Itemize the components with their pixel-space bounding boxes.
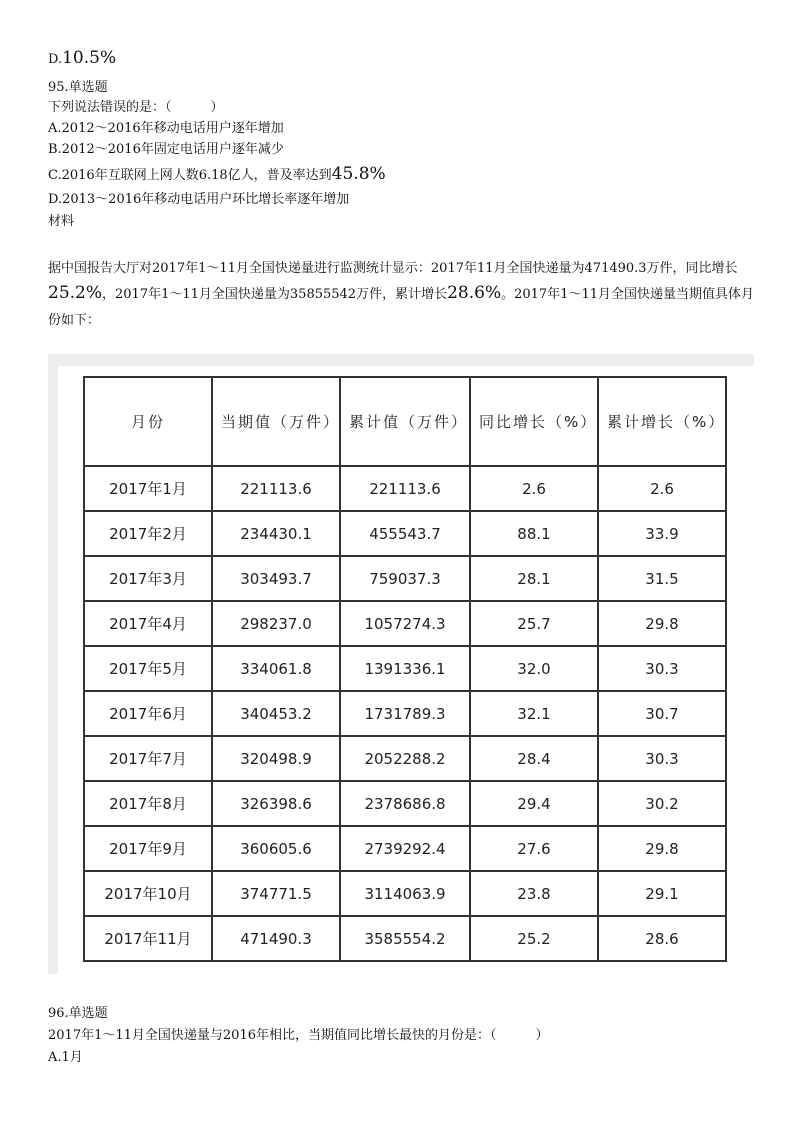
question-95-option-a: A.2012～2016年移动电话用户逐年增加 bbox=[48, 121, 284, 136]
header-month: 月份 bbox=[84, 377, 212, 466]
table-row bbox=[84, 736, 726, 781]
table-row bbox=[84, 646, 726, 691]
cell-yoy-growth: 29.4 bbox=[470, 781, 598, 826]
passage-text-3: 。2017年1～11月全国快递量当期值具体月份如下： bbox=[48, 287, 755, 328]
cell-cumulative-value: 1057274.3 bbox=[340, 601, 470, 646]
header-current-value: 当期值（万件） bbox=[212, 377, 340, 466]
passage-value-2: 28.6% bbox=[447, 283, 502, 303]
cell-current-value: 340453.2 bbox=[212, 691, 340, 736]
option-value: 10.5% bbox=[62, 48, 117, 68]
cell-yoy-growth: 23.8 bbox=[470, 871, 598, 916]
passage-text-1: 据中国报告大厅对2017年1～11月全国快递量进行监测统计显示：2017年11月全国快递量为471490.3万件，同比增长 bbox=[48, 261, 738, 276]
cell-cumulative-growth: 30.7 bbox=[598, 691, 726, 736]
cell-cumulative-growth: 28.6 bbox=[598, 916, 726, 961]
cell-cumulative-value: 2739292.4 bbox=[340, 826, 470, 871]
cell-cumulative-growth: 30.3 bbox=[598, 646, 726, 691]
cell-month: 2017年8月 bbox=[84, 781, 212, 826]
cell-yoy-growth: 32.1 bbox=[470, 691, 598, 736]
cell-month: 2017年10月 bbox=[84, 871, 212, 916]
cell-month: 2017年9月 bbox=[84, 826, 212, 871]
cell-yoy-growth: 27.6 bbox=[470, 826, 598, 871]
table-row bbox=[84, 556, 726, 601]
cell-current-value: 221113.6 bbox=[212, 466, 340, 511]
cell-cumulative-value: 2052288.2 bbox=[340, 736, 470, 781]
table-row bbox=[84, 826, 726, 871]
table-row bbox=[84, 781, 726, 826]
cell-month: 2017年4月 bbox=[84, 601, 212, 646]
cell-yoy-growth: 28.1 bbox=[470, 556, 598, 601]
table-image-inner bbox=[58, 366, 754, 974]
cell-month: 2017年5月 bbox=[84, 646, 212, 691]
cell-cumulative-growth: 29.1 bbox=[598, 871, 726, 916]
question-95-option-d: D.2013～2016年移动电话用户环比增长率逐年增加 bbox=[48, 192, 350, 207]
cell-cumulative-growth: 29.8 bbox=[598, 826, 726, 871]
cell-yoy-growth: 28.4 bbox=[470, 736, 598, 781]
cell-cumulative-value: 1391336.1 bbox=[340, 646, 470, 691]
table-header-row bbox=[84, 377, 726, 466]
cell-current-value: 234430.1 bbox=[212, 511, 340, 556]
table-row bbox=[84, 511, 726, 556]
cell-current-value: 334061.8 bbox=[212, 646, 340, 691]
question-96-stem: 2017年1～11月全国快递量与2016年相比，当期值同比增长最快的月份是：（ ） bbox=[48, 1028, 549, 1043]
cell-cumulative-growth: 29.8 bbox=[598, 601, 726, 646]
cell-month: 2017年2月 bbox=[84, 511, 212, 556]
cell-yoy-growth: 25.2 bbox=[470, 916, 598, 961]
express-volume-table bbox=[83, 376, 727, 962]
cell-cumulative-growth: 31.5 bbox=[598, 556, 726, 601]
table-row bbox=[84, 466, 726, 511]
table-row bbox=[84, 916, 726, 961]
cell-cumulative-value: 221113.6 bbox=[340, 466, 470, 511]
cell-current-value: 320498.9 bbox=[212, 736, 340, 781]
table-row bbox=[84, 601, 726, 646]
header-cumulative-growth: 累计增长（%） bbox=[598, 377, 726, 466]
cell-yoy-growth: 25.7 bbox=[470, 601, 598, 646]
cell-cumulative-value: 2378686.8 bbox=[340, 781, 470, 826]
cell-cumulative-growth: 30.3 bbox=[598, 736, 726, 781]
cell-yoy-growth: 88.1 bbox=[470, 511, 598, 556]
table-body bbox=[84, 466, 726, 961]
cell-cumulative-growth: 33.9 bbox=[598, 511, 726, 556]
cell-month: 2017年1月 bbox=[84, 466, 212, 511]
cell-cumulative-value: 1731789.3 bbox=[340, 691, 470, 736]
cell-cumulative-growth: 30.2 bbox=[598, 781, 726, 826]
cell-current-value: 360605.6 bbox=[212, 826, 340, 871]
question-95-option-c bbox=[48, 166, 386, 184]
question-95-option-b: B.2012～2016年固定电话用户逐年减少 bbox=[48, 142, 284, 157]
material-passage bbox=[48, 256, 758, 334]
cell-cumulative-growth: 2.6 bbox=[598, 466, 726, 511]
passage-value-1: 25.2% bbox=[48, 283, 103, 303]
option-c-text: C.2016年互联网上网人数6.18亿人，普及率达到 bbox=[48, 168, 332, 183]
table-row bbox=[84, 871, 726, 916]
header-yoy-growth: 同比增长（%） bbox=[470, 377, 598, 466]
question-95-header: 95.单选题 bbox=[48, 80, 108, 95]
cell-month: 2017年11月 bbox=[84, 916, 212, 961]
cell-cumulative-value: 759037.3 bbox=[340, 556, 470, 601]
question-95-stem: 下列说法错误的是：（ ） bbox=[48, 100, 224, 115]
q94-option-d bbox=[48, 50, 116, 68]
cell-current-value: 303493.7 bbox=[212, 556, 340, 601]
question-96-header: 96.单选题 bbox=[48, 1006, 108, 1021]
cell-cumulative-value: 3585554.2 bbox=[340, 916, 470, 961]
table-image-panel bbox=[48, 354, 754, 974]
cell-month: 2017年6月 bbox=[84, 691, 212, 736]
passage-text-2: ，2017年1～11月全国快递量为35855542万件，累计增长 bbox=[102, 287, 448, 302]
option-c-value: 45.8% bbox=[331, 164, 386, 184]
cell-current-value: 471490.3 bbox=[212, 916, 340, 961]
table-row bbox=[84, 691, 726, 736]
material-label: 材料 bbox=[48, 214, 75, 229]
option-prefix: D. bbox=[48, 52, 63, 67]
cell-yoy-growth: 2.6 bbox=[470, 466, 598, 511]
question-96-option-a: A.1月 bbox=[48, 1050, 83, 1065]
cell-yoy-growth: 32.0 bbox=[470, 646, 598, 691]
cell-cumulative-value: 455543.7 bbox=[340, 511, 470, 556]
cell-cumulative-value: 3114063.9 bbox=[340, 871, 470, 916]
header-cumulative-value: 累计值（万件） bbox=[340, 377, 470, 466]
cell-current-value: 326398.6 bbox=[212, 781, 340, 826]
cell-current-value: 374771.5 bbox=[212, 871, 340, 916]
cell-current-value: 298237.0 bbox=[212, 601, 340, 646]
cell-month: 2017年7月 bbox=[84, 736, 212, 781]
cell-month: 2017年3月 bbox=[84, 556, 212, 601]
